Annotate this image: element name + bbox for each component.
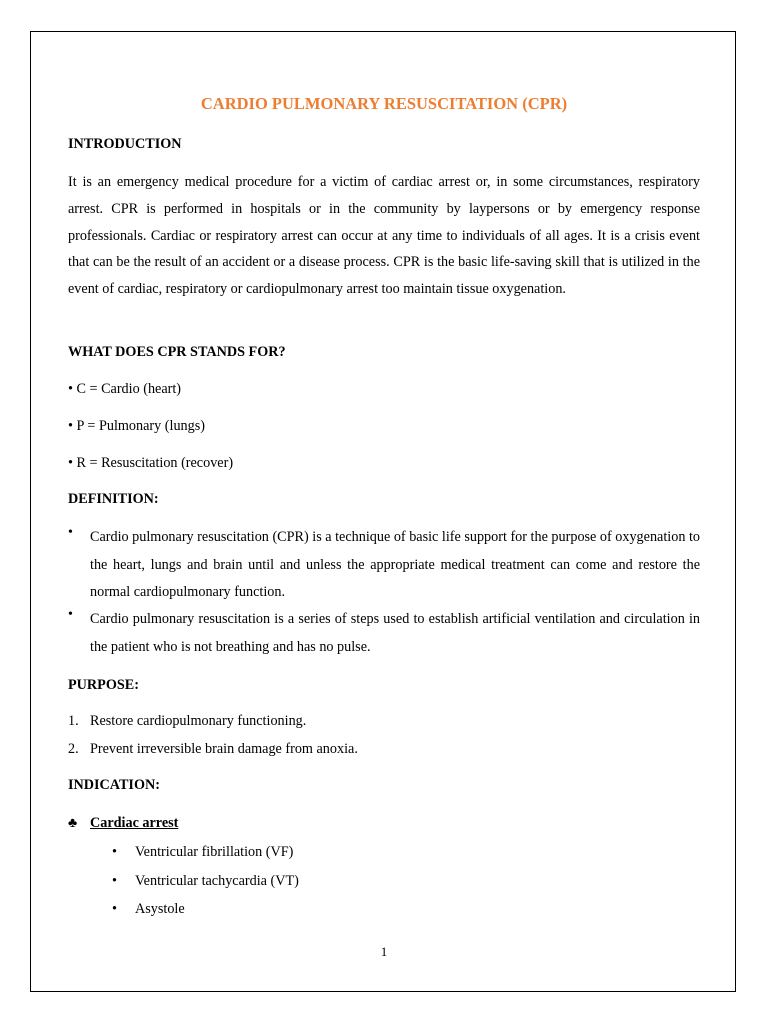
stands-for-heading: WHAT DOES CPR STANDS FOR? <box>68 344 286 360</box>
purpose-item-number: 1. <box>68 713 79 729</box>
definition-item-text: Cardio pulmonary resuscitation is a series of steps used to establish artificial ventilation and circulation in the patient who is not breathing and has no pulse. <box>90 611 700 655</box>
indication-item <box>112 873 299 890</box>
introduction-paragraph: It is an emergency medical procedure for a victim of cardiac arrest or, in some circumstances, respiratory arrest. CPR is performed in hospitals or in the community by laypersons or by emergency response professionals. Cardiac or respiratory arrest can occur at any time to individuals of all ages. It is a crisis event that can be the result of an accident or a disease process. CPR is the basic life-saving skill that is utilized in the event of cardiac, respiratory or cardiopulmonary arrest too maintain tissue oxygenation. <box>68 174 700 298</box>
club-bullet-icon: ♣ <box>68 816 78 831</box>
bullet-icon: • <box>68 607 73 622</box>
purpose-heading: PURPOSE: <box>68 677 139 693</box>
purpose-item-text: Prevent irreversible brain damage from anoxia. <box>90 741 358 757</box>
indication-item <box>112 901 185 918</box>
stands-for-item-r: • R = Resuscitation (recover) <box>68 455 234 471</box>
document-title: CARDIO PULMONARY RESUSCITATION (CPR) <box>200 94 568 113</box>
definition-item <box>68 524 700 607</box>
indication-item <box>112 844 293 861</box>
bullet-icon: • <box>112 901 117 917</box>
bullet-icon: • <box>112 844 117 860</box>
definition-item <box>68 606 700 661</box>
stands-for-item-p: • P = Pulmonary (lungs) <box>68 418 205 434</box>
indication-item-text: Ventricular tachycardia (VT) <box>135 873 299 889</box>
indication-heading: INDICATION: <box>68 777 160 793</box>
page-number: 1 <box>380 944 388 959</box>
definition-heading: DEFINITION: <box>68 491 159 507</box>
purpose-item-number: 2. <box>68 741 79 757</box>
indication-subheading <box>68 815 178 832</box>
purpose-item-text: Restore cardiopulmonary functioning. <box>90 713 307 729</box>
introduction-heading: INTRODUCTION <box>68 136 182 152</box>
indication-item-text: Asystole <box>135 901 185 917</box>
purpose-item <box>68 741 358 758</box>
bullet-icon: • <box>112 873 117 889</box>
indication-item-text: Ventricular fibrillation (VF) <box>135 844 294 860</box>
stands-for-item-c: • C = Cardio (heart) <box>68 381 182 397</box>
indication-subheading-text: Cardiac arrest <box>90 815 179 831</box>
purpose-item <box>68 713 306 730</box>
definition-item-text: Cardio pulmonary resuscitation (CPR) is a technique of basic life support for the purpose of oxygenation to the heart, lungs and brain until and unless the appropriate medical treatment can come and restore the normal cardiopulmonary function. <box>90 529 700 600</box>
bullet-icon: • <box>68 525 73 540</box>
